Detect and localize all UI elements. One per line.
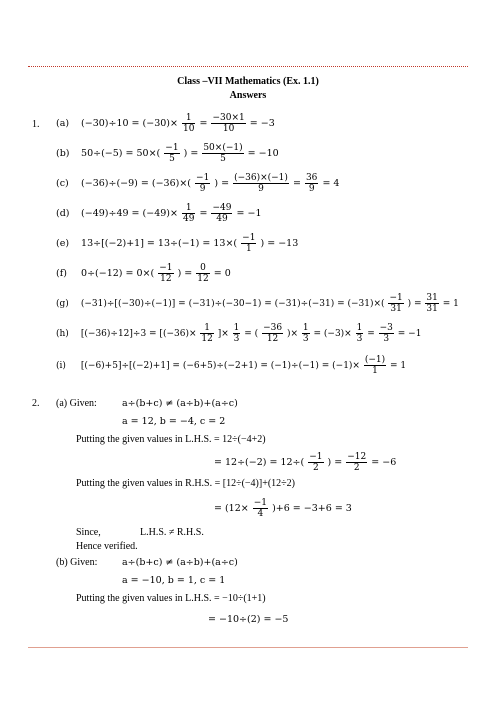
q1b-line: (b) 50÷(−5) = 50×( $\frac{-1}{5}$ ) = $\frac{50\times(-1)}{5}$ = −10 bbox=[56, 143, 279, 164]
q2b-lhs-calc: = −10÷(2) = −5 bbox=[208, 614, 289, 625]
q2a-since-label: Since, bbox=[76, 527, 101, 538]
q2a-lhs-text: Putting the given values in L.H.S. = 12÷(−4+2) bbox=[76, 434, 266, 445]
q2a-rhs-text: Putting the given values in R.H.S. = [12÷(−4)]+(12÷2) bbox=[76, 478, 295, 489]
page-subtitle: Answers bbox=[229, 90, 267, 101]
q2a-values: a = 12, b = −4, c = 2 bbox=[122, 416, 226, 427]
q1d-line: (d) (−49)÷49 = (−49)× $\frac{1}{49}$ = $\frac{-49}{49}$ = −1 bbox=[56, 203, 262, 224]
q2a-lhs-calc: = 12÷(−2) = 12÷( $\frac{-1}{2}$ ) = $\frac{-12}{2}$ = −6 bbox=[214, 452, 397, 473]
q2a-rhs-calc: = (12× $\frac{-1}{4}$ )+6 = −3+6 = 3 bbox=[214, 498, 352, 519]
question-number-2: 2. bbox=[32, 398, 40, 409]
q1c-line: (c) (−36)÷(−9) = (−36)×( $\frac{-1}{9}$ ) = $\frac{(-36)\times(-1)}{9}$ = $\frac{36}{9}$ = 4 bbox=[56, 173, 340, 194]
q2a-label: (a) Given: bbox=[56, 398, 97, 409]
q1h-line: (h) [(−36)÷12]÷3 = [(−36)× $\frac{1}{12}$ ]× $\frac{1}{3}$ = ( $\frac{-36}{12}$ )× $\frac{1}{3}$ = (−3)× $\frac{1}{3}$ = $\frac{-3}{3}$ = −1 bbox=[56, 323, 422, 344]
q2b-lhs-text: Putting the given values in L.H.S. = −10÷(1+1) bbox=[76, 593, 266, 604]
q1f-line: (f) 0÷(−12) = 0×( $\frac{-1}{12}$ ) = $\frac{0}{12}$ = 0 bbox=[56, 263, 231, 284]
q1a-label: (a) bbox=[56, 118, 70, 129]
q1a-frac1: $\frac{1}{10}$ bbox=[183, 113, 195, 134]
q2b-label: (b) Given: bbox=[56, 557, 98, 568]
q1a-line: (a) (−30)÷10 = (−30)× $\frac{1}{10}$ = $\frac{-30\times 1}{10}$ = −3 bbox=[56, 113, 275, 134]
q1g-line: (g) (−31)÷[(−30)÷(−1)] = (−31)÷(−30−1) = (−31)÷(−31) = (−31)×( $\frac{-1}{31}$ ) = $\frac{31}{31}$ = 1 bbox=[56, 293, 459, 314]
q1e-line: (e) 13÷[(−2)+1] = 13÷(−1) = 13×( $\frac{-1}{1}$ ) = −13 bbox=[56, 233, 299, 254]
q2b-values: a = −10, b = 1, c = 1 bbox=[122, 575, 226, 586]
q2a-verified: Hence verified. bbox=[76, 541, 138, 552]
top-dotted-rule bbox=[28, 66, 468, 67]
q1i-line: (i) [(−6)+5]÷[(−2)+1] = (−6+5)÷(−2+1) = (−1)÷(−1) = (−1)× $\frac{(-1)}{1}$ = 1 bbox=[56, 355, 407, 376]
bottom-rule bbox=[28, 647, 468, 648]
q1a-pre: (−30)÷10 = (−30)× bbox=[81, 118, 178, 129]
q2a-since-text: L.H.S. ≠ R.H.S. bbox=[140, 527, 204, 538]
page-title: Class –VII Mathematics (Ex. 1.1) bbox=[177, 76, 319, 87]
q1a-frac2: $\frac{-30\times 1}{10}$ bbox=[212, 113, 245, 134]
q2b-given: a÷(b+c) ≠ (a÷b)+(a÷c) bbox=[122, 557, 238, 568]
question-number-1: 1. bbox=[32, 119, 40, 130]
q2a-given: a÷(b+c) ≠ (a÷b)+(a÷c) bbox=[122, 398, 238, 409]
